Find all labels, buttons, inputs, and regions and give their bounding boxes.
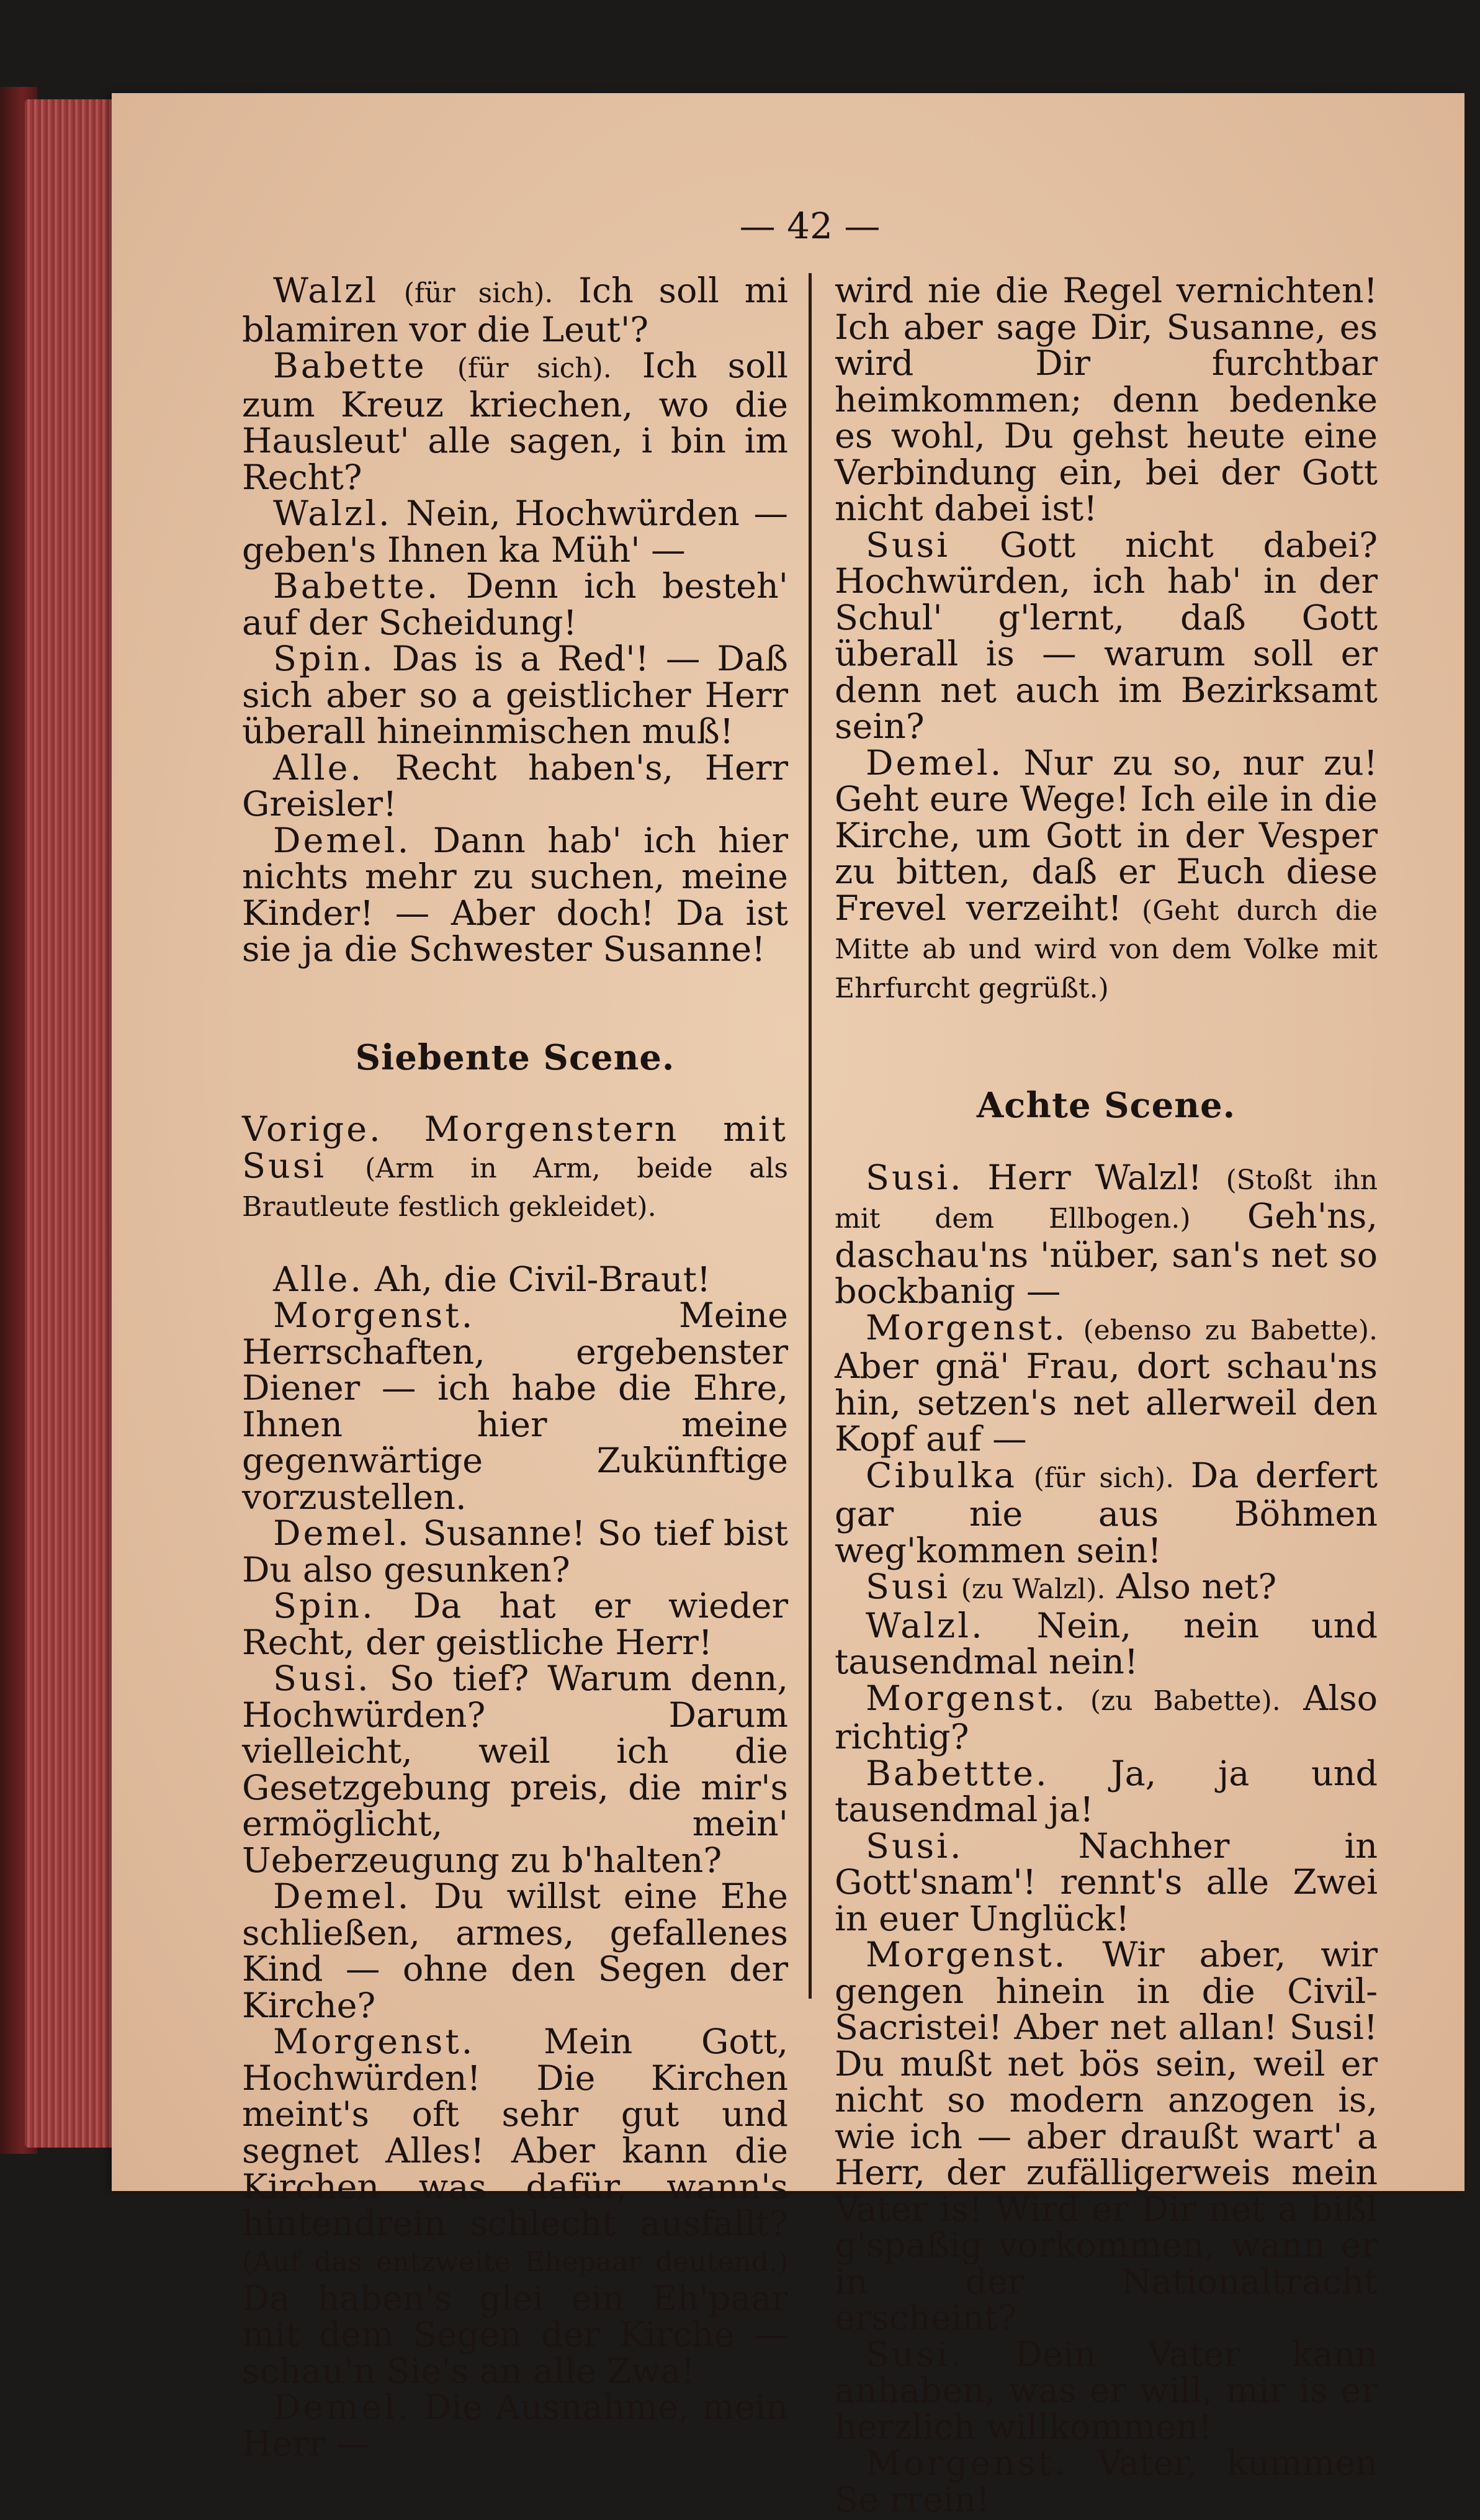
dialogue-line — [835, 742, 1378, 1007]
dialogue-line — [835, 1569, 1378, 1608]
dialogue-line — [242, 2024, 788, 2390]
speaker: Demel. — [273, 1876, 411, 1917]
dialogue-text: Recht haben's, Herr Greisler! — [242, 747, 788, 824]
dialogue-line — [242, 273, 788, 348]
speaker: Susi. — [866, 1825, 964, 1866]
speaker: Susi — [866, 1567, 950, 1607]
dialogue-line — [835, 2334, 1378, 2447]
speaker: Spin. — [273, 639, 375, 679]
dialogue-line — [835, 1455, 1378, 1571]
dialogue-line — [835, 1937, 1378, 2337]
speaker: Susi — [866, 524, 950, 565]
speaker: Babettte. — [866, 1753, 1049, 1794]
dialogue-text: Ich soll mi blamiren vor die Leut'? — [242, 271, 788, 350]
speaker: Morgenst. — [866, 2443, 1068, 2483]
dialogue-line — [835, 1605, 1378, 1682]
dialogue-line — [835, 1157, 1378, 1312]
stage-direction: (zu Walzl). — [961, 1573, 1106, 1605]
dialogue-line — [242, 1109, 788, 1226]
scene-heading: Achte Scene. — [976, 1085, 1236, 1126]
speaker: Susi. — [273, 1658, 371, 1699]
dialogue-text: Dann hab' ich hier nichts mehr zu suchen, meine Kinder! — Aber doch! Da ist sie ja die Schwester Susanne! — [242, 820, 788, 970]
stage-direction: (Stoßt ihn mit dem Ellbogen.) — [835, 1164, 1378, 1235]
dialogue-text: Das is a Red'! — Daß sich aber so a geistlicher Herr überall hineinmischen muß! — [242, 639, 788, 752]
speaker: Walzl. — [866, 1605, 985, 1646]
dialogue-text: Meine Herrschaften, ergebenster Diener — ich habe die Ehre, Ihnen hier meine gegenwärtige Zukünftige vorzustellen. — [242, 1295, 788, 1518]
speaker: Demel. — [866, 742, 1004, 783]
speaker: Walzl — [273, 271, 379, 311]
dialogue-text: wird nie die Regel vernichten! Ich aber sage Dir, Susanne, es wird Dir furchtbar heimkommen; denn bedenke es wohl, Du gehst heute eine Verbindung ein, bei der Gott nicht dabei ist! — [835, 271, 1378, 529]
dialogue-text: Mein Gott, Hochwürden! Die Kirchen meint's oft sehr gut und segnet Alles! Aber kann die Kirchen was dafür, wann's hintendrein schlecht ausfallt? — [242, 2022, 788, 2244]
dialogue-text: Susanne! So tief bist Du also gesunken? — [242, 1513, 788, 1590]
dialogue-line — [835, 2443, 1378, 2520]
speaker: Morgenst. — [866, 1935, 1068, 1975]
dialogue-line — [242, 1876, 788, 2026]
dialogue-line — [835, 1825, 1378, 1939]
dialogue-text: Denn ich besteh' auf der Scheidung! — [242, 566, 788, 643]
dialogue-line — [835, 1753, 1378, 1830]
speaker: Alle. — [273, 747, 364, 788]
dialogue-text: Die Ausnahme, mein Herr — — [242, 2387, 788, 2464]
dialogue-line — [242, 1658, 788, 1881]
dialogue-text: Ja, ja und tausendmal ja! — [835, 1753, 1378, 1830]
speaker: Alle. — [273, 1259, 364, 1300]
left-column — [242, 273, 788, 2462]
dialogue-text: Also net? — [1116, 1567, 1277, 1607]
stage-direction: (für sich). — [403, 277, 554, 309]
speaker: Babette. — [273, 566, 441, 606]
dialogue-line — [242, 493, 788, 570]
dialogue-line — [242, 348, 788, 496]
stage-direction: (für sich). — [1033, 1462, 1175, 1494]
speaker: Walzl. — [273, 493, 392, 534]
stage-direction: (Auf das entzweite Ehepaar deutend.) — [242, 2246, 788, 2278]
dialogue-line — [835, 273, 1378, 528]
speaker: Vorige. — [242, 1109, 383, 1150]
dialogue-text: Dein Vater kann anhaben, was er will, mir is er herzlich willkommen! — [835, 2334, 1378, 2447]
dialogue-line — [242, 641, 788, 750]
dialogue-line — [835, 1678, 1378, 1757]
dialogue-line — [242, 1259, 788, 1300]
speaker: Demel. — [273, 820, 411, 861]
dialogue-text: Herr Walzl! — [987, 1157, 1202, 1198]
dialogue-text: Du willst eine Ehe schließen, armes, gefallenes Kind — ohne den Segen der Kirche? — [242, 1876, 788, 2026]
speaker: Morgenst. — [273, 2022, 475, 2062]
speaker: Spin. — [273, 1586, 375, 1626]
dialogue-text: Ah, die Civil-Braut! — [374, 1259, 711, 1300]
dialogue-text: So tief? Warum denn, Hochwürden? Darum vielleicht, weil ich die Gesetzgebung preis, die mir's ermöglicht, mein' Ueberzeugung zu b'halten? — [242, 1658, 788, 1881]
speaker: Demel. — [273, 1513, 411, 1554]
stage-direction: (Geht durch die Mitte ab und wird von dem Volke mit Ehrfurcht gegrüßt.) — [835, 894, 1378, 1004]
dialogue-line — [835, 524, 1378, 747]
dialogue-text: Vater, kummen Se rrein! — [835, 2443, 1378, 2520]
stage-direction: (Arm in Arm, beide als Brautleute festlich gekleidet). — [242, 1152, 788, 1223]
dialogue-text: Gott nicht dabei? Hochwürden, ich hab' in der Schul' g'lernt, daß Gott überall is — warum soll er denn net auch im Bezirksamt sein? — [835, 524, 1378, 747]
dialogue-text: Aber gnä' Frau, dort schau'ns hin, setzen's net allerweil den Kopf auf — — [835, 1346, 1378, 1459]
dialogue-text: Wir aber, wir gengen hinein in die Civil-Sacristei! Aber net allan! Susi! Du mußt net bös sein, weil er nicht so modern anzogen is, wie ich — aber draußt wart' a Herr, der zufälligerweis mein Vater is! Wird er Dir net a bißl g'spaßig vorkommen, wann er in der Nationaltracht erscheint? — [835, 1935, 1378, 2338]
stage-direction: (zu Babette). — [1090, 1685, 1281, 1717]
dialogue-line — [242, 2387, 788, 2464]
dialogue-text: Nein, Hochwürden — geben's Ihnen ka Müh' — — [242, 493, 788, 570]
dialogue-text: Da derfert gar nie aus Böhmen weg'kommen sein! — [835, 1455, 1378, 1571]
speaker: Morgenst. — [866, 1307, 1068, 1348]
column-divider — [809, 273, 812, 1999]
dialogue-text: Ich soll zum Kreuz kriechen, wo die Hausleut' alle sagen, i bin im Recht? — [242, 346, 788, 498]
page-number: — 42 — — [739, 205, 881, 247]
dialogue-line — [242, 747, 788, 824]
speaker: Susi. — [866, 2334, 964, 2375]
dialogue-text: Da haben's glei ein Eh'paar mit dem Segen der Kirche — schau'n Sie's an alle Zwa! — [242, 2278, 788, 2392]
speaker: Demel. — [273, 2387, 411, 2428]
dialogue-text: Da hat er wieder Recht, der geistliche Herr! — [242, 1586, 788, 1663]
speaker: Morgenst. — [866, 1678, 1068, 1719]
speaker: Cibulka — [866, 1455, 1017, 1496]
speaker: Babette — [273, 346, 427, 386]
stage-direction: (für sich). — [457, 353, 612, 384]
stage-direction: (ebenso zu Babette). — [1083, 1314, 1378, 1346]
dialogue-text: Geh'ns, daschau'ns 'nüber, san's net so bockbanig — — [835, 1196, 1378, 1312]
dialogue-text: Nein, nein und tausendmal nein! — [835, 1605, 1378, 1682]
dialogue-text: Morgenstern mit Susi — [242, 1109, 788, 1186]
scene-heading: Siebente Scene. — [355, 1037, 675, 1078]
dialogue-line — [242, 1295, 788, 1518]
speaker: Susi. — [866, 1157, 964, 1198]
dialogue-text: Nachher in Gott'snam'! rennt's alle Zwei in euer Unglück! — [835, 1825, 1378, 1939]
speaker: Morgenst. — [273, 1295, 475, 1336]
dialogue-line — [242, 1588, 788, 1661]
dialogue-line — [835, 1307, 1378, 1459]
dialogue-line — [242, 566, 788, 643]
dialogue-text: Also richtig? — [835, 1678, 1378, 1757]
dialogue-line — [242, 1513, 788, 1590]
dialogue-line — [242, 820, 788, 970]
right-column — [835, 273, 1378, 2518]
dialogue-text: Nur zu so, nur zu! Geht eure Wege! Ich eile in die Kirche, um Gott in der Vesper zu bitten, daß er Euch diese Frevel verzeiht! — [835, 742, 1378, 929]
page-stack-edge — [25, 99, 118, 2148]
